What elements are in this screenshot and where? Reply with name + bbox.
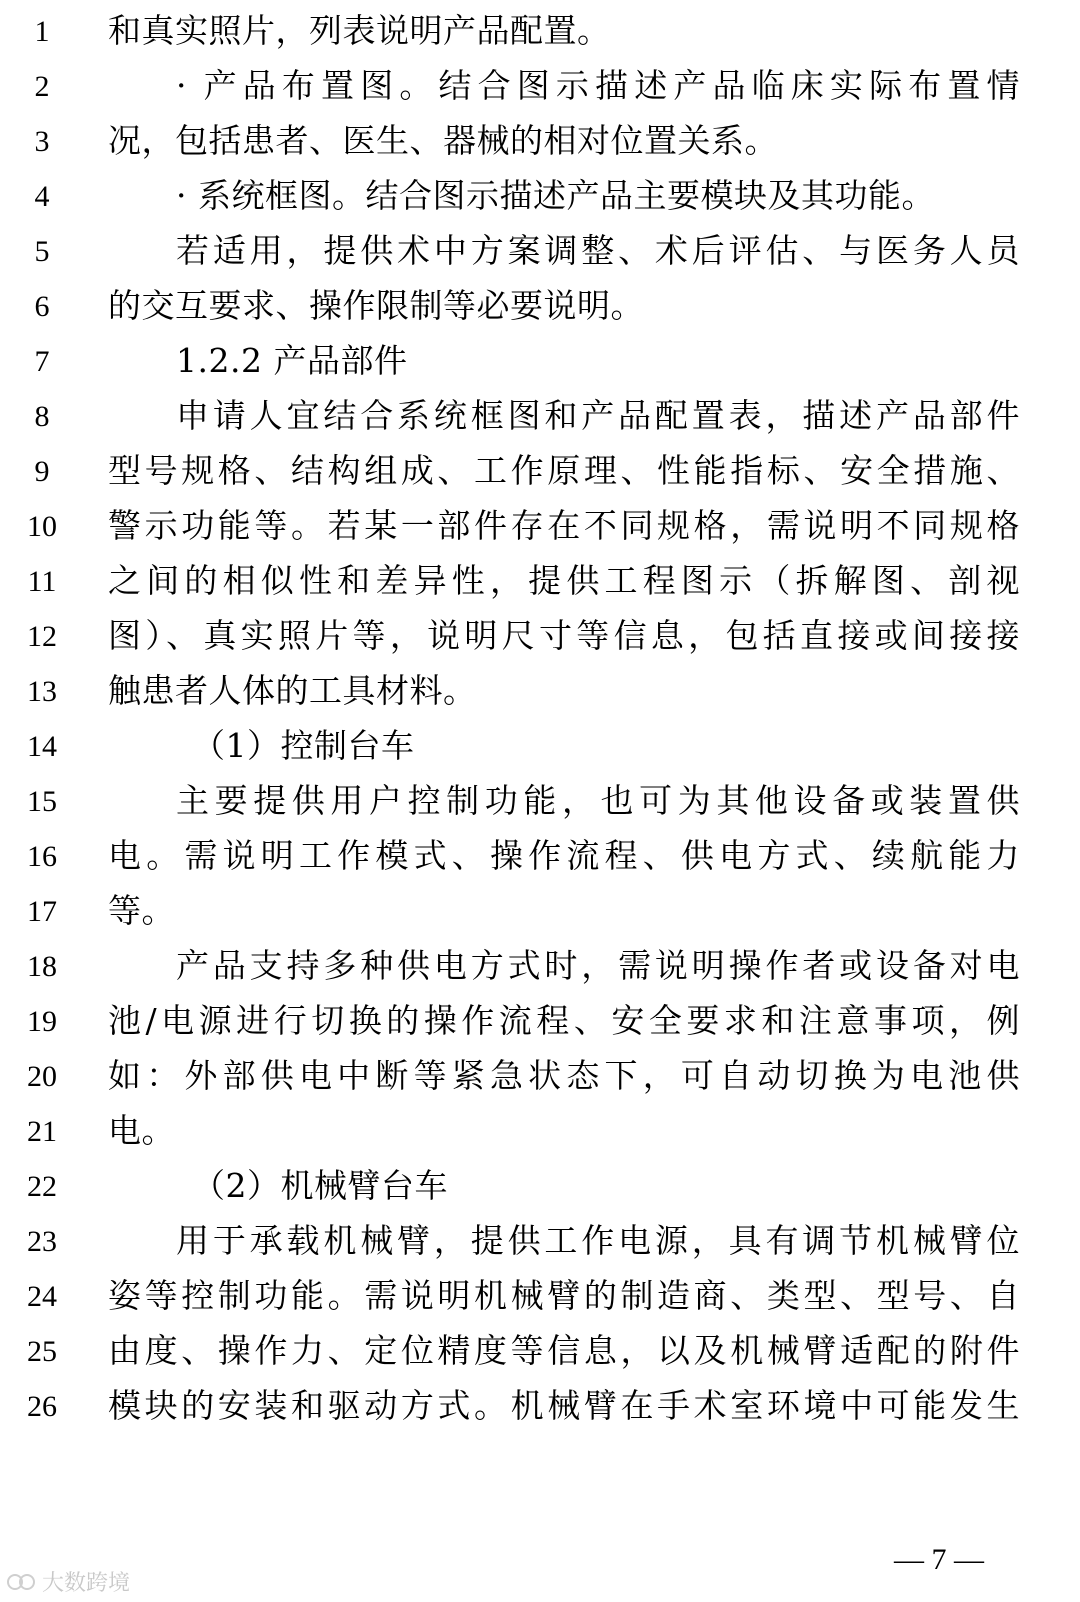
text-line bbox=[0, 116, 1080, 172]
text-line bbox=[0, 886, 1080, 942]
subsection-heading: （2）机械臂台车 bbox=[192, 1166, 448, 1205]
text-line bbox=[0, 1216, 1080, 1272]
line-text: 警示功能等。若某一部件存在不同规格，需说明不同规格 bbox=[108, 506, 1020, 545]
line-text: 电。 bbox=[108, 1111, 175, 1150]
line-number: 5 bbox=[34, 235, 50, 268]
line-number: 7 bbox=[34, 345, 50, 378]
text-line bbox=[0, 556, 1080, 612]
line-text: 主要提供用户控制功能，也可为其他设备或装置供 bbox=[176, 781, 1020, 820]
line-number: 3 bbox=[34, 125, 50, 158]
line-number: 4 bbox=[34, 180, 50, 213]
line-number: 16 bbox=[27, 840, 57, 873]
text-line bbox=[0, 941, 1080, 997]
line-text: 产品支持多种供电方式时，需说明操作者或设备对电 bbox=[176, 946, 1020, 985]
line-text: 申请人宜结合系统框图和产品配置表，描述产品部件 bbox=[176, 396, 1020, 435]
text-line bbox=[0, 501, 1080, 557]
line-text: 由度、操作力、定位精度等信息，以及机械臂适配的附件 bbox=[108, 1331, 1020, 1370]
line-text: 若适用，提供术中方案调整、术后评估、与医务人员 bbox=[176, 231, 1020, 270]
text-line bbox=[0, 996, 1080, 1052]
line-number: 19 bbox=[27, 1005, 57, 1038]
line-text: 型号规格、结构组成、工作原理、性能指标、安全措施、 bbox=[108, 451, 1020, 490]
text-line bbox=[0, 446, 1080, 502]
line-number: 26 bbox=[27, 1390, 57, 1423]
subsection-heading: （1）控制台车 bbox=[192, 726, 415, 765]
line-text: 的交互要求、操作限制等必要说明。 bbox=[108, 286, 644, 325]
text-line bbox=[0, 1106, 1080, 1162]
line-number: 10 bbox=[27, 510, 57, 543]
line-number: 8 bbox=[34, 400, 50, 433]
text-line bbox=[0, 391, 1080, 447]
text-line bbox=[0, 776, 1080, 832]
line-number: 18 bbox=[27, 950, 57, 983]
line-number: 24 bbox=[27, 1280, 57, 1313]
text-line bbox=[0, 171, 1080, 227]
line-number: 15 bbox=[27, 785, 57, 818]
text-line bbox=[0, 6, 1080, 62]
page-number: — 7 — bbox=[894, 1543, 984, 1576]
line-text: · 产品布置图。结合图示描述产品临床实际布置情 bbox=[176, 66, 1020, 105]
text-line bbox=[0, 1271, 1080, 1327]
line-number: 1 bbox=[34, 15, 50, 48]
line-number: 17 bbox=[27, 895, 57, 928]
line-text: · 系统框图。结合图示描述产品主要模块及其功能。 bbox=[176, 176, 935, 215]
line-number: 14 bbox=[27, 730, 57, 763]
section-heading: 1.2.2 产品部件 bbox=[176, 341, 408, 380]
text-line bbox=[0, 1381, 1080, 1437]
text-line bbox=[0, 336, 1080, 392]
text-line bbox=[0, 831, 1080, 887]
line-text: 模块的安装和驱动方式。机械臂在手术室环境中可能发生 bbox=[108, 1386, 1020, 1425]
line-number: 9 bbox=[34, 455, 50, 488]
watermark bbox=[6, 1566, 130, 1597]
line-text: 和真实照片，列表说明产品配置。 bbox=[108, 11, 611, 50]
line-text: 电。需说明工作模式、操作流程、供电方式、续航能力 bbox=[108, 836, 1020, 875]
line-text: 如：外部供电中断等紧急状态下，可自动切换为电池供 bbox=[108, 1056, 1020, 1095]
text-line bbox=[0, 1161, 1080, 1217]
line-number: 6 bbox=[34, 290, 50, 323]
line-text: 况，包括患者、医生、器械的相对位置关系。 bbox=[108, 121, 778, 160]
line-text: 池/电源进行切换的操作流程、安全要求和注意事项，例 bbox=[108, 1001, 1020, 1040]
text-line bbox=[0, 666, 1080, 722]
line-number: 13 bbox=[27, 675, 57, 708]
watermark-text: 大数跨境 bbox=[42, 1571, 131, 1596]
text-line bbox=[0, 226, 1080, 282]
text-line bbox=[0, 1326, 1080, 1382]
line-number: 23 bbox=[27, 1225, 57, 1258]
text-line bbox=[0, 721, 1080, 777]
text-line bbox=[0, 281, 1080, 337]
line-text: 触患者人体的工具材料。 bbox=[108, 671, 477, 710]
line-number: 21 bbox=[27, 1115, 57, 1148]
line-text: 用于承载机械臂，提供工作电源，具有调节机械臂位 bbox=[176, 1221, 1020, 1260]
line-number: 25 bbox=[27, 1335, 57, 1368]
line-number: 12 bbox=[27, 620, 57, 653]
text-line bbox=[0, 61, 1080, 117]
watermark-logo-icon bbox=[6, 1570, 36, 1594]
line-text: 等。 bbox=[108, 891, 175, 930]
line-number: 2 bbox=[34, 70, 50, 103]
line-text: 之间的相似性和差异性，提供工程图示（拆解图、剖视 bbox=[108, 561, 1020, 600]
text-line bbox=[0, 1051, 1080, 1107]
line-text: 姿等控制功能。需说明机械臂的制造商、类型、型号、自 bbox=[108, 1276, 1020, 1315]
text-line bbox=[0, 611, 1080, 667]
line-number: 22 bbox=[27, 1170, 57, 1203]
line-number: 11 bbox=[27, 565, 57, 598]
line-number: 20 bbox=[27, 1060, 57, 1093]
line-text: 图）、真实照片等，说明尺寸等信息，包括直接或间接接 bbox=[108, 616, 1020, 655]
